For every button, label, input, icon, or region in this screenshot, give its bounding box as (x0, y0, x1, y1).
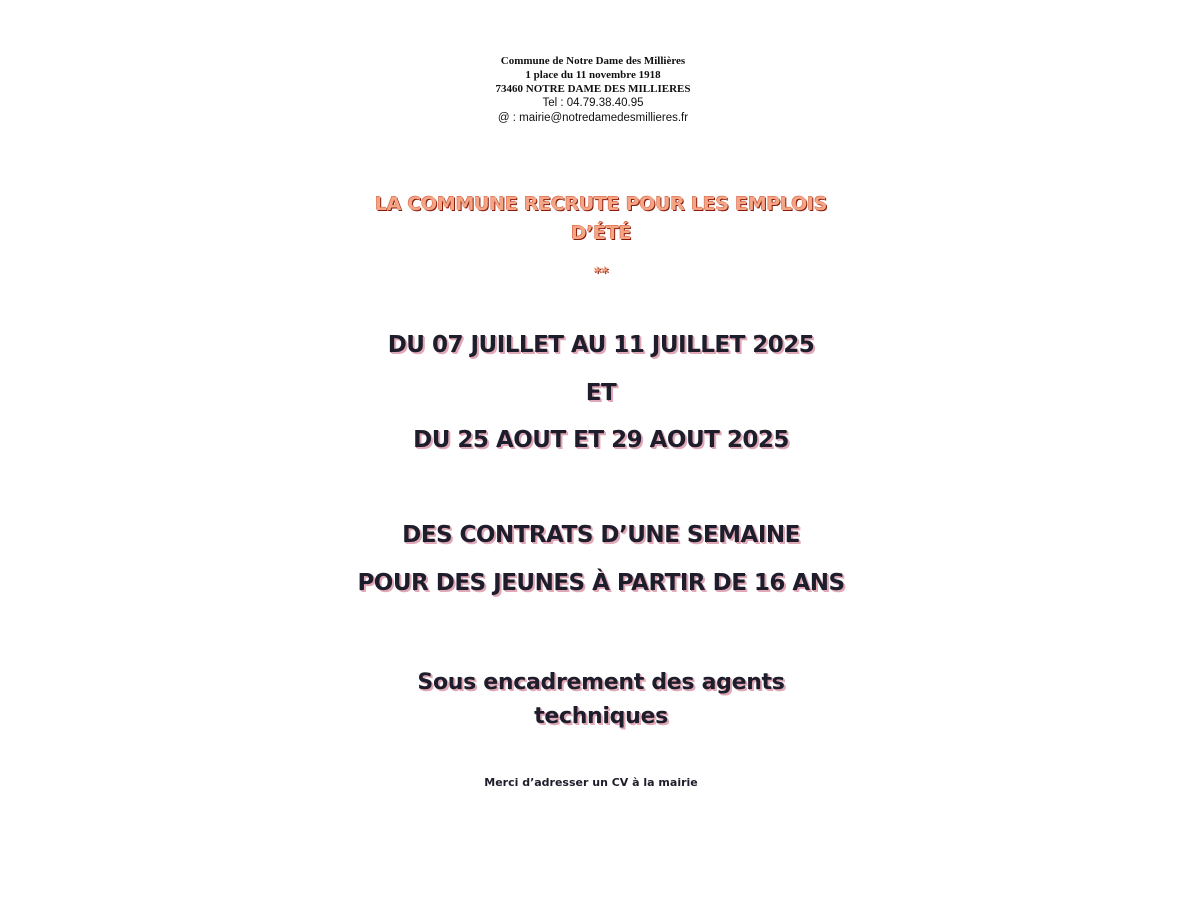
contract-info-1 (0, 522, 1202, 548)
address-line-1: 1 place du 11 novembre 1918 (525, 69, 661, 81)
application-note (0, 776, 1192, 789)
conjunction-text: ET (585, 380, 617, 406)
recruitment-title-line-2: D’ÉTÉ (570, 222, 632, 244)
address-line-2: 73460 NOTRE DAME DES MILLIERES (495, 83, 691, 95)
period-1 (0, 332, 1202, 358)
recruitment-title-line-1: LA COMMUNE RECRUTE POUR LES EMPLOIS (374, 193, 828, 215)
supervision-line-1: Sous encadrement des agents (417, 670, 785, 695)
application-note-text: Merci d’adresser un CV à la mairie (484, 776, 698, 789)
phone-number: Tel : 04.79.38.40.95 (542, 97, 644, 109)
supervision-line-2: techniques (534, 704, 668, 729)
recruitment-title (0, 190, 1202, 248)
commune-name: Commune de Notre Dame des Millières (500, 55, 686, 67)
separator (0, 262, 1202, 281)
contract-info-2-text: POUR DES JEUNES À PARTIR DE 16 ANS (357, 570, 845, 596)
contract-info-1-text: DES CONTRATS D’UNE SEMAINE (402, 522, 800, 548)
period-2-text: DU 25 AOUT ET 29 AOUT 2025 (413, 427, 789, 453)
letterhead (0, 54, 1194, 126)
supervision-info (0, 666, 1202, 734)
email-address: @ : mairie@notredamedesmillieres.fr (497, 112, 689, 124)
period-1-text: DU 07 JUILLET AU 11 JUILLET 2025 (387, 332, 815, 358)
separator-stars: ** (593, 265, 609, 281)
period-2 (0, 427, 1202, 453)
conjunction (0, 380, 1202, 406)
contract-info-2 (0, 570, 1202, 596)
